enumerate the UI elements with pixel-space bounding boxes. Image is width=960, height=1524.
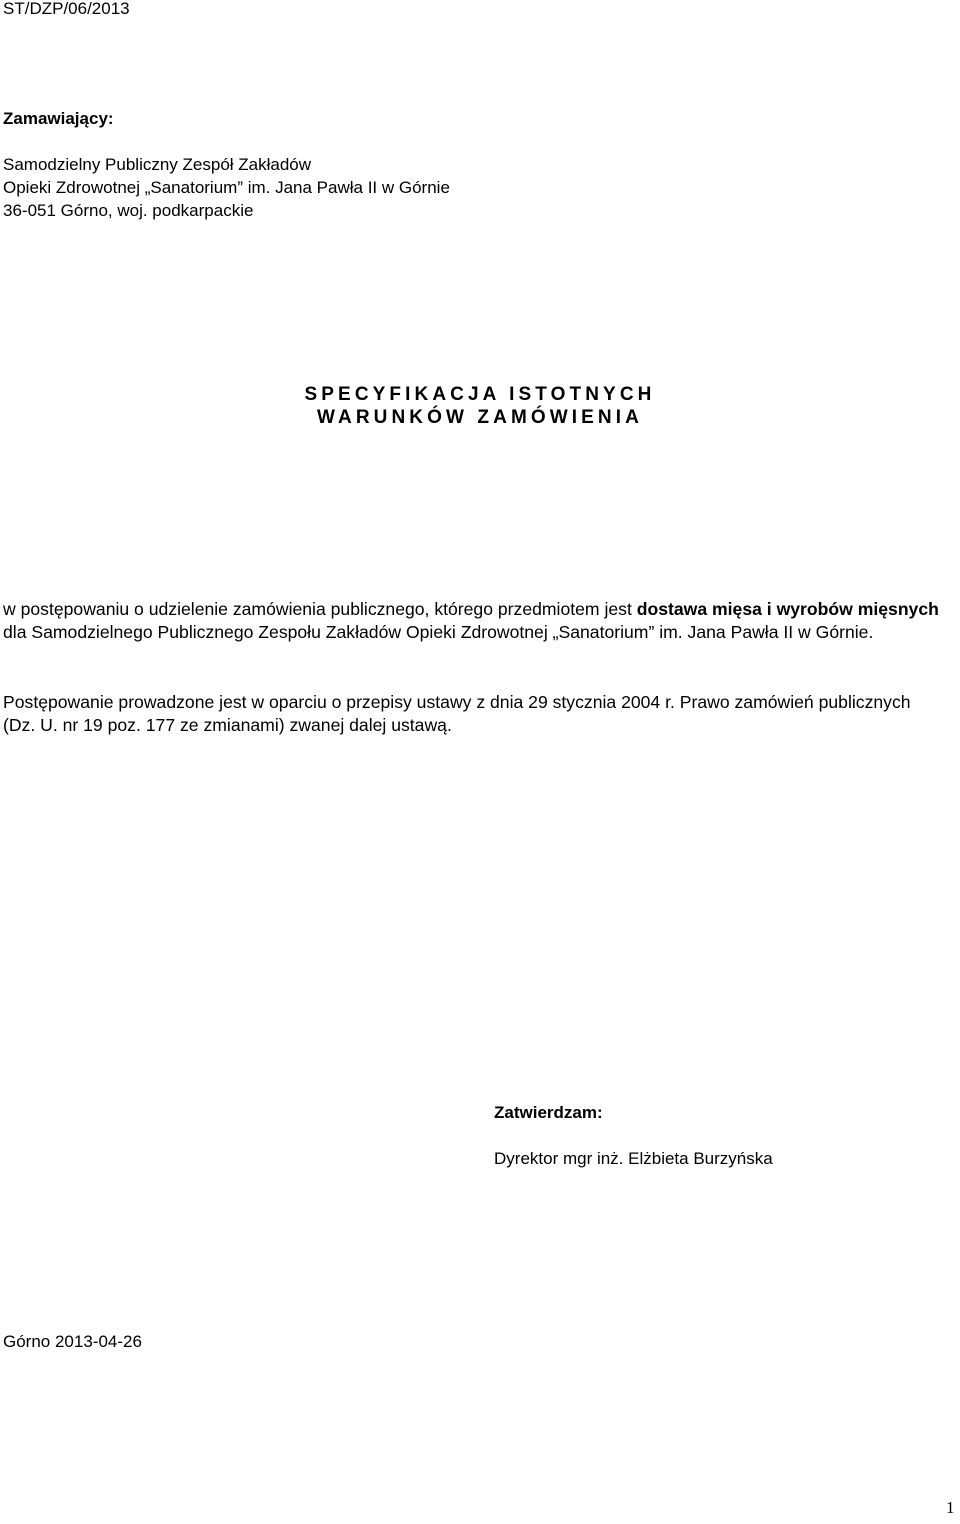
orderer-line: Opieki Zdrowotnej „Sanatorium” im. Jana Pawła II w Górnie <box>3 178 450 197</box>
place-and-date: Górno 2013-04-26 <box>3 1332 142 1351</box>
intro-text: dla Samodzielnego Publicznego Zespołu Zakładów Opieki Zdrowotnej „Sanatorium” im. Jana Pawła II w Górnie. <box>3 622 874 642</box>
orderer-address <box>3 153 450 222</box>
intro-paragraph <box>3 598 943 644</box>
page-number: 1 <box>946 1498 955 1517</box>
orderer-heading: Zamawiający: <box>3 109 114 128</box>
approval-heading: Zatwierdzam: <box>494 1103 603 1122</box>
intro-text: w postępowaniu o udzielenie zamówienia publicznego, którego przedmiotem jest <box>3 599 637 619</box>
subject-of-order: dostawa mięsa i wyrobów mięsnych <box>636 599 939 619</box>
document-reference: ST/DZP/06/2013 <box>3 0 130 18</box>
orderer-line: Samodzielny Publiczny Zespół Zakładów <box>3 155 312 174</box>
orderer-line: 36-051 Górno, woj. podkarpackie <box>3 201 254 220</box>
legal-basis-paragraph: Postępowanie prowadzone jest w oparciu o przepisy ustawy z dnia 29 stycznia 2004 r. Prawo zamówień publicznych (Dz. U. nr 19 poz. 177 ze zmianami) zwanej dalej ustawą. <box>3 692 911 735</box>
title-line: SPECYFIKACJA ISTOTNYCH <box>304 384 656 405</box>
approval-signatory: Dyrektor mgr inż. Elżbieta Burzyńska <box>494 1149 773 1168</box>
document-title <box>0 383 960 429</box>
title-line: WARUNKÓW ZAMÓWIENIA <box>317 407 643 428</box>
